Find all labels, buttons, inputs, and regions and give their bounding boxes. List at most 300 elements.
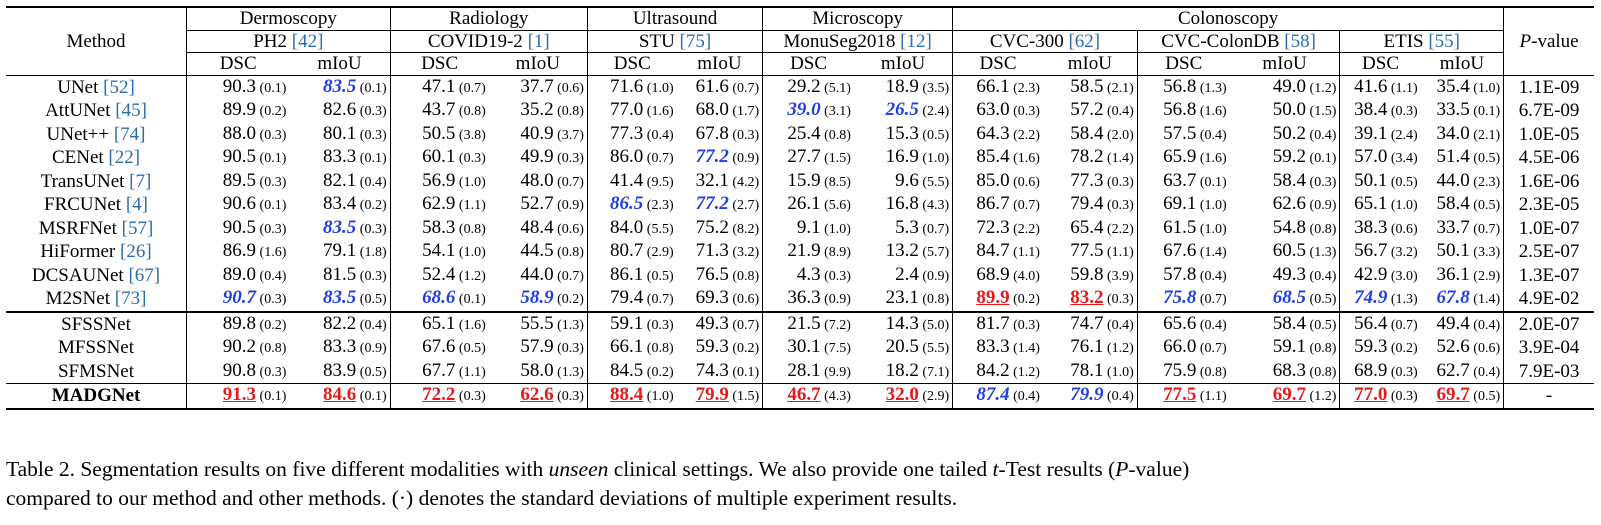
- std-dev: (0.3): [1387, 104, 1418, 119]
- value-cell: [854, 193, 953, 217]
- std-dev: (1.0): [1387, 198, 1418, 213]
- value-cell: [1137, 312, 1229, 337]
- metric-value: 67.6: [422, 336, 456, 357]
- pvalue-cell: -: [1504, 384, 1594, 409]
- value-cell: [587, 146, 676, 170]
- std-dev: (3.4): [1387, 151, 1418, 166]
- dataset-name: CVC-300: [989, 30, 1069, 52]
- value-cell: [677, 240, 763, 264]
- value-cell: [1421, 360, 1504, 384]
- value-cell: [289, 384, 390, 409]
- metric-value: 50.1: [1354, 169, 1388, 191]
- citation-link[interactable]: [57]: [121, 217, 154, 239]
- metric-value: 77.5: [1070, 240, 1104, 261]
- metric-value: 28.1: [787, 359, 821, 381]
- pvalue-cell: 7.9E-03: [1504, 360, 1594, 384]
- value-cell: [1043, 217, 1137, 241]
- std-dev: (1.3): [1306, 245, 1337, 260]
- value-cell: [587, 264, 676, 288]
- metric-value: 80.1: [323, 122, 357, 144]
- value-cell: [489, 336, 588, 360]
- std-dev: (0.4): [356, 174, 387, 190]
- value-cell: [289, 312, 390, 337]
- metric-value: 79.4: [1070, 193, 1104, 214]
- metric-value: 82.1: [323, 169, 357, 191]
- metric-value: 52.6: [1436, 336, 1470, 357]
- method-cell: [6, 217, 187, 241]
- std-dev: (0.9): [820, 292, 851, 307]
- metric-value: 87.4: [976, 384, 1010, 405]
- citation-link[interactable]: [62]: [1068, 30, 1101, 52]
- value-cell: [677, 264, 763, 288]
- value-cell: [1421, 287, 1504, 312]
- value-cell: [1230, 336, 1340, 360]
- value-cell: [854, 384, 953, 409]
- value-cell: [854, 336, 953, 360]
- std-dev: (0.9): [356, 341, 387, 356]
- value-cell: [587, 312, 676, 337]
- std-dev: (1.0): [1196, 221, 1227, 237]
- value-cell: [953, 75, 1043, 99]
- citation-link[interactable]: [22]: [108, 147, 141, 168]
- std-dev: (0.3): [356, 268, 387, 284]
- value-cell: [1340, 193, 1421, 217]
- std-dev: (0.2): [728, 341, 760, 356]
- table-row: [6, 75, 1594, 99]
- std-dev: (0.4): [1196, 317, 1227, 333]
- std-dev: (0.2): [256, 104, 287, 119]
- metric-value: 59.3: [1354, 336, 1388, 357]
- metric-value: 77.0: [1354, 384, 1388, 405]
- std-dev: (0.4): [1009, 389, 1040, 404]
- value-cell: [1340, 264, 1421, 288]
- std-dev: (0.2): [356, 198, 387, 213]
- metric-value: 88.4: [610, 384, 644, 405]
- metric-value: 58.5: [1070, 75, 1104, 97]
- value-cell: [953, 384, 1043, 409]
- dataset-header: [390, 30, 587, 53]
- value-cell: [289, 336, 390, 360]
- value-cell: [289, 287, 390, 312]
- std-dev: (2.9): [643, 245, 674, 260]
- std-dev: (0.4): [1196, 127, 1227, 143]
- caption-text: -value): [1128, 457, 1190, 481]
- value-cell: [1043, 170, 1137, 194]
- value-cell: [677, 99, 763, 123]
- std-dev: (0.7): [1469, 221, 1501, 237]
- std-dev: (0.3): [455, 389, 486, 404]
- value-cell: [953, 360, 1043, 384]
- value-cell: [1137, 360, 1229, 384]
- metric-value: 79.1: [323, 240, 357, 261]
- metric-value: 16.9: [885, 146, 919, 167]
- std-dev: (0.3): [356, 104, 387, 119]
- method-name: FRCUNet: [44, 194, 122, 215]
- metric-value: 4.3: [796, 263, 821, 285]
- dataset-name: ETIS: [1383, 30, 1429, 52]
- value-cell: [390, 264, 489, 288]
- std-dev: (0.1): [256, 198, 287, 213]
- metric-value: 74.3: [695, 359, 729, 381]
- std-dev: (0.7): [728, 317, 760, 333]
- std-dev: (0.1): [728, 364, 760, 380]
- metric-value: 50.2: [1272, 122, 1307, 144]
- method-name: MADGNet: [51, 385, 141, 406]
- metric-value: 21.9: [787, 240, 821, 261]
- value-cell: [187, 240, 290, 264]
- value-cell: [1340, 336, 1421, 360]
- pvalue-suffix: -value: [1531, 30, 1579, 52]
- value-cell: [1043, 312, 1137, 337]
- std-dev: (7.1): [918, 364, 950, 380]
- std-dev: (1.2): [1306, 389, 1337, 404]
- value-cell: [763, 123, 854, 147]
- metric-value: 86.5: [610, 193, 644, 214]
- std-dev: (0.7): [455, 80, 486, 96]
- value-cell: [587, 360, 676, 384]
- metric-value: 67.7: [422, 359, 456, 381]
- metric-value: 58.4: [1272, 312, 1307, 334]
- metric-value: 32.1: [695, 169, 729, 191]
- metric-value: 18.9: [885, 75, 919, 97]
- metric-value: 77.3: [1070, 169, 1104, 191]
- metric-value: 79.9: [695, 384, 729, 405]
- dataset-name: CVC-ColonDB: [1161, 30, 1285, 52]
- metric-value: 30.1: [787, 336, 821, 357]
- metric-value: 16.8: [885, 193, 919, 214]
- metric-value: 59.1: [1272, 336, 1307, 357]
- pvalue-cell: 2.5E-07: [1504, 240, 1594, 264]
- std-dev: (0.5): [643, 268, 674, 284]
- value-cell: [953, 287, 1043, 312]
- std-dev: (1.4): [1103, 151, 1134, 166]
- metric-value: 14.3: [885, 312, 919, 334]
- citation-link[interactable]: [26]: [120, 241, 152, 262]
- citation-link[interactable]: [52]: [103, 76, 135, 98]
- value-cell: [390, 384, 489, 409]
- metric-value: 66.1: [976, 75, 1010, 97]
- std-dev: (3.2): [1387, 245, 1418, 260]
- value-cell: [187, 312, 290, 337]
- value-cell: [1043, 193, 1137, 217]
- value-cell: [587, 287, 676, 312]
- metric-value: 65.1: [1354, 193, 1388, 214]
- value-cell: [1043, 384, 1137, 409]
- metric-value: 47.1: [422, 75, 456, 97]
- std-dev: (0.8): [553, 104, 584, 119]
- metric-value: 59.3: [695, 336, 729, 357]
- metric-value: 65.1: [422, 312, 456, 334]
- method-name: SFMSNet: [57, 360, 135, 382]
- std-dev: (0.5): [1469, 151, 1501, 166]
- method-name: DCSAUNet: [31, 264, 124, 286]
- std-dev: (1.6): [1196, 151, 1227, 166]
- std-dev: (1.5): [820, 151, 851, 166]
- std-dev: (1.6): [1196, 104, 1227, 119]
- value-cell: [763, 360, 854, 384]
- value-cell: [1043, 99, 1137, 123]
- std-dev: (0.4): [1469, 317, 1501, 333]
- citation-link[interactable]: [67]: [128, 264, 161, 286]
- metric-value: 57.5: [1163, 122, 1197, 144]
- std-dev: (0.7): [553, 174, 584, 190]
- metric-value: 59.8: [1070, 263, 1104, 285]
- dataset-header: [587, 30, 762, 53]
- metric-value: 48.4: [520, 216, 554, 238]
- pvalue-cell: 1.6E-06: [1504, 170, 1594, 194]
- value-cell: [677, 287, 763, 312]
- metric-value: 57.0: [1354, 146, 1388, 167]
- value-cell: [1421, 384, 1504, 409]
- method-name: M2SNet: [45, 288, 110, 309]
- citation-link[interactable]: [12]: [900, 30, 932, 52]
- value-cell: [1137, 99, 1229, 123]
- value-cell: [677, 360, 763, 384]
- pvalue-cell: 4.5E-06: [1504, 146, 1594, 170]
- metric-value: 68.9: [1354, 359, 1388, 381]
- table-row: [6, 264, 1594, 288]
- value-cell: [953, 123, 1043, 147]
- value-cell: [1137, 384, 1229, 409]
- metric-value: 77.3: [610, 122, 644, 144]
- metric-value: 58.4: [1070, 122, 1104, 144]
- std-dev: (5.7): [918, 245, 950, 260]
- metric-value: 58.4: [1272, 169, 1307, 191]
- std-dev: (0.5): [356, 292, 387, 307]
- value-cell: [1421, 75, 1504, 99]
- std-dev: (0.7): [1196, 341, 1227, 356]
- metric-value: 41.6: [1354, 75, 1388, 97]
- citation-link[interactable]: [73]: [114, 288, 147, 309]
- value-cell: [1340, 360, 1421, 384]
- std-dev: (0.3): [1306, 174, 1337, 190]
- std-dev: (2.3): [1469, 174, 1501, 190]
- method-cell: [6, 287, 187, 312]
- metric-header: mIoU: [489, 53, 588, 76]
- citation-link[interactable]: [75]: [679, 30, 712, 52]
- std-dev: (0.3): [820, 268, 851, 284]
- citation-link[interactable]: [4]: [125, 194, 148, 215]
- value-cell: [489, 193, 588, 217]
- metric-value: 32.0: [885, 384, 919, 405]
- std-dev: (0.2): [553, 292, 584, 307]
- metric-value: 56.9: [422, 169, 456, 191]
- pvalue-cell: 3.9E-04: [1504, 336, 1594, 360]
- value-cell: [854, 146, 953, 170]
- value-cell: [390, 287, 489, 312]
- citation-link[interactable]: [55]: [1428, 30, 1460, 52]
- dataset-name: COVID19-2: [427, 30, 528, 52]
- metric-header: DSC: [763, 53, 854, 76]
- metric-value: 69.1: [1163, 193, 1197, 214]
- value-cell: [390, 193, 489, 217]
- value-cell: [677, 336, 763, 360]
- value-cell: [1340, 217, 1421, 241]
- std-dev: (1.1): [1196, 389, 1227, 404]
- metric-value: 89.9: [222, 99, 257, 120]
- value-cell: [187, 287, 290, 312]
- table-row: [6, 384, 1594, 409]
- value-cell: [1421, 336, 1504, 360]
- citation-link[interactable]: [42]: [291, 30, 324, 52]
- caption-text: clinical settings. We also provide one tailed: [608, 457, 993, 481]
- metric-value: 56.8: [1163, 75, 1197, 97]
- metric-value: 67.6: [1163, 240, 1197, 261]
- value-cell: [489, 264, 588, 288]
- std-dev: (1.1): [1103, 245, 1134, 260]
- value-cell: [1137, 264, 1229, 288]
- metric-value: 34.0: [1436, 122, 1470, 144]
- metric-value: 86.1: [610, 263, 644, 285]
- method-header: Method: [6, 7, 187, 75]
- metric-value: 76.5: [695, 263, 729, 285]
- value-cell: [953, 336, 1043, 360]
- value-cell: [289, 240, 390, 264]
- metric-value: 9.1: [796, 216, 821, 238]
- method-name: AttUNet: [45, 100, 111, 121]
- std-dev: (1.3): [553, 364, 584, 380]
- std-dev: (0.6): [1387, 221, 1418, 237]
- metric-value: 78.1: [1070, 359, 1104, 381]
- method-cell: [6, 75, 187, 99]
- value-cell: [187, 170, 290, 194]
- std-dev: (8.5): [820, 174, 851, 190]
- value-cell: [587, 75, 676, 99]
- std-dev: (0.3): [1009, 104, 1040, 119]
- value-cell: [1421, 99, 1504, 123]
- citation-link[interactable]: [45]: [115, 100, 147, 121]
- metric-value: 83.3: [976, 336, 1010, 357]
- metric-value: 75.2: [695, 216, 729, 238]
- value-cell: [1340, 123, 1421, 147]
- std-dev: (0.5): [1469, 389, 1501, 404]
- value-cell: [1230, 240, 1340, 264]
- value-cell: [854, 287, 953, 312]
- std-dev: (2.2): [1009, 221, 1040, 237]
- metric-value: 57.8: [1163, 263, 1197, 285]
- std-dev: (0.9): [918, 268, 950, 284]
- std-dev: (0.6): [553, 221, 584, 237]
- method-name: UNet++: [46, 123, 110, 145]
- metric-value: 90.7: [222, 287, 257, 308]
- metric-value: 39.0: [787, 99, 821, 120]
- std-dev: (0.8): [455, 104, 486, 119]
- std-dev: (0.3): [1387, 364, 1418, 380]
- metric-value: 83.3: [323, 336, 357, 357]
- std-dev: (0.3): [256, 292, 287, 307]
- metric-value: 62.7: [1436, 359, 1470, 381]
- metric-value: 54.8: [1272, 216, 1307, 238]
- metric-value: 63.7: [1163, 169, 1197, 191]
- metric-value: 42.9: [1354, 263, 1388, 285]
- value-cell: [953, 312, 1043, 337]
- value-cell: [854, 99, 953, 123]
- std-dev: (4.3): [918, 198, 950, 213]
- value-cell: [1340, 75, 1421, 99]
- metric-value: 20.5: [885, 336, 919, 357]
- metric-value: 90.2: [222, 336, 257, 357]
- metric-value: 86.0: [610, 146, 644, 167]
- value-cell: [1230, 264, 1340, 288]
- metric-value: 2.4: [895, 263, 919, 285]
- metric-value: 84.2: [976, 359, 1010, 381]
- metric-value: 83.4: [323, 193, 357, 214]
- std-dev: (0.1): [356, 80, 387, 96]
- std-dev: (1.1): [455, 364, 486, 380]
- std-dev: (0.3): [256, 174, 287, 190]
- std-dev: (0.5): [1469, 198, 1501, 213]
- std-dev: (0.3): [553, 389, 584, 404]
- std-dev: (0.3): [356, 221, 387, 237]
- std-dev: (1.4): [1469, 292, 1501, 307]
- table-row: [6, 123, 1594, 147]
- metric-value: 15.3: [885, 122, 919, 144]
- metric-value: 5.3: [895, 216, 919, 238]
- metric-value: 90.3: [222, 75, 257, 97]
- value-cell: [1230, 123, 1340, 147]
- metric-value: 89.0: [222, 263, 257, 285]
- std-dev: (1.0): [820, 221, 851, 237]
- metric-value: 85.4: [976, 146, 1010, 167]
- metric-value: 82.2: [323, 312, 357, 334]
- citation-link[interactable]: [74]: [113, 123, 146, 145]
- citation-link[interactable]: [58]: [1284, 30, 1316, 52]
- citation-link[interactable]: [1]: [527, 30, 550, 52]
- value-cell: [489, 360, 588, 384]
- std-dev: (5.5): [643, 221, 674, 237]
- std-dev: (1.0): [455, 245, 486, 260]
- metric-value: 88.0: [222, 122, 257, 144]
- std-dev: (1.1): [1387, 80, 1418, 96]
- metric-value: 51.4: [1436, 146, 1470, 167]
- table-row: [6, 287, 1594, 312]
- std-dev: (0.6): [728, 292, 760, 307]
- std-dev: (7.2): [820, 317, 851, 333]
- caption-text: -Test results (: [998, 457, 1116, 481]
- value-cell: [1421, 146, 1504, 170]
- std-dev: (0.5): [1306, 317, 1337, 333]
- metric-value: 38.4: [1354, 99, 1388, 120]
- metric-value: 86.9: [222, 240, 257, 261]
- metric-value: 90.5: [222, 216, 257, 238]
- value-cell: [763, 240, 854, 264]
- value-cell: [677, 146, 763, 170]
- metric-value: 90.5: [222, 146, 257, 167]
- citation-link[interactable]: [7]: [129, 170, 152, 192]
- metric-header: mIoU: [854, 53, 953, 76]
- std-dev: (0.4): [1306, 127, 1337, 143]
- std-dev: (1.0): [643, 389, 674, 404]
- std-dev: (1.5): [728, 389, 760, 404]
- pvalue-header: [1504, 7, 1594, 75]
- std-dev: (1.6): [256, 245, 287, 260]
- metric-value: 59.2: [1272, 146, 1307, 167]
- std-dev: (1.1): [1009, 245, 1040, 260]
- method-cell: [6, 240, 187, 264]
- std-dev: (0.3): [1103, 292, 1134, 307]
- std-dev: (3.0): [1387, 268, 1418, 284]
- metric-value: 58.3: [422, 216, 456, 238]
- std-dev: (5.0): [918, 317, 950, 333]
- table-row: [6, 240, 1594, 264]
- std-dev: (0.7): [918, 221, 950, 237]
- metric-header: mIoU: [1421, 53, 1504, 76]
- std-dev: (0.2): [1387, 341, 1418, 356]
- value-cell: [763, 312, 854, 337]
- metric-value: 43.7: [422, 99, 456, 120]
- metric-value: 58.0: [520, 359, 554, 381]
- value-cell: [187, 384, 290, 409]
